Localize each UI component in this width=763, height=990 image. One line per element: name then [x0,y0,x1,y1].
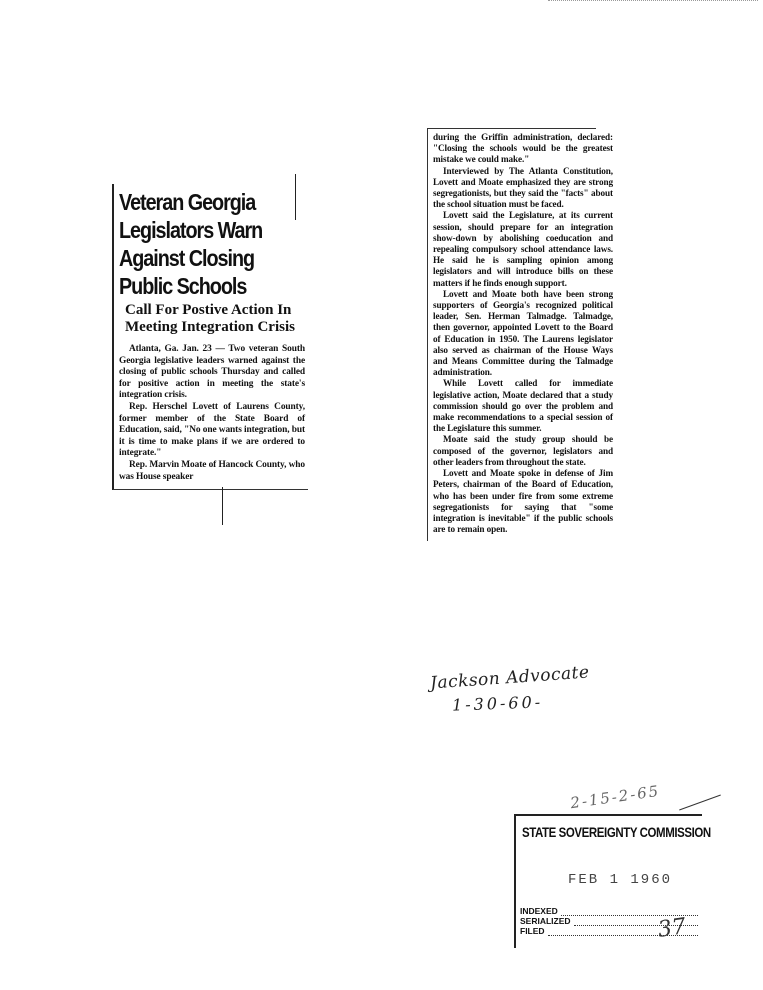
handwritten-date-note: 1-30-60- [451,692,544,715]
paragraph: Lovett and Moate both have been strong supporters of Georgia's recognized political leader, Sen. Herman Talmadge. Talmadge, then governor, appointed Lovett to the Board of Education in 1950. The Laurens legislator also served as chairman of the House Ways and Means Committee during the Talmadge administration. [433,288,613,378]
right-clipping [427,128,615,541]
stamp-row-label: FILED [520,926,545,936]
left-clipping [112,184,308,490]
handwritten-file-number: 2-15-2-65 [569,781,662,813]
article-body-left [119,344,305,483]
paragraph: Lovett said the Legislature, at its current session, should prepare for an integration show-down by abolishing coeducation and repealing compulsory school attendance laws. He said he is sampling opinion among legislators and will introduce bills on these matters if he finds enough support. [433,210,613,288]
paragraph: Rep. Marvin Moate of Hancock County, who was House speaker [119,459,305,482]
headline: Veteran Georgia Legislators Warn Against Closing Public Schools [119,189,263,299]
paragraph: Rep. Herschel Lovett of Laurens County, former member of the State Board of Education, said, "No one wants integration, but it is time to make plans if we are ordered to integrate." [119,401,305,459]
commission-stamp [514,814,711,948]
paragraph: during the Griffin administration, declared: "Closing the schools would be the greatest mistake we could make." [433,132,613,165]
stamp-pen-mark [679,795,721,811]
paragraph: Interviewed by The Atlanta Constitution, Lovett and Moate emphasized they are strong segregationists, but they said the "facts" about the school situation must be faced. [433,165,613,210]
clipping-edge [428,128,596,129]
handwritten-source-note: Jackson Advocate [429,662,591,694]
stamp-row-indexed [520,906,698,916]
stamp-handwritten-initials: 37 [656,914,688,943]
subheadline: Call For Postive Action In Meeting Integration Crisis [125,302,295,335]
stamp-date: FEB 1 1960 [568,872,673,888]
paragraph: Lovett and Moate spoke in defense of Jim Peters, chairman of the Board of Education, who has been under fire from some extreme segregationists for saying that "some integration is inevitable" if the public schools are to remain open. [433,468,613,535]
article-body-right [433,132,613,535]
top-edge-dotted-line [548,0,758,3]
stamp-title: STATE SOVEREIGNTY COMMISSION [522,824,711,840]
paragraph: Moate said the study group should be composed of the governor, legislators and other leaders from throughout the state. [433,434,613,467]
stamp-row-label: SERIALIZED [520,916,571,926]
crop-mark [222,487,223,525]
paragraph: Atlanta, Ga. Jan. 23 — Two veteran South Georgia legislative leaders warned against the closing of public schools Thursday and called for positive action in meeting the state's integration crisis. [119,344,305,401]
paragraph: While Lovett called for immediate legislative action, Moate declared that a study commission should go over the problem and make recommendations to a special session of the Legislature this summer. [433,378,613,434]
stamp-row-label: INDEXED [520,906,558,916]
